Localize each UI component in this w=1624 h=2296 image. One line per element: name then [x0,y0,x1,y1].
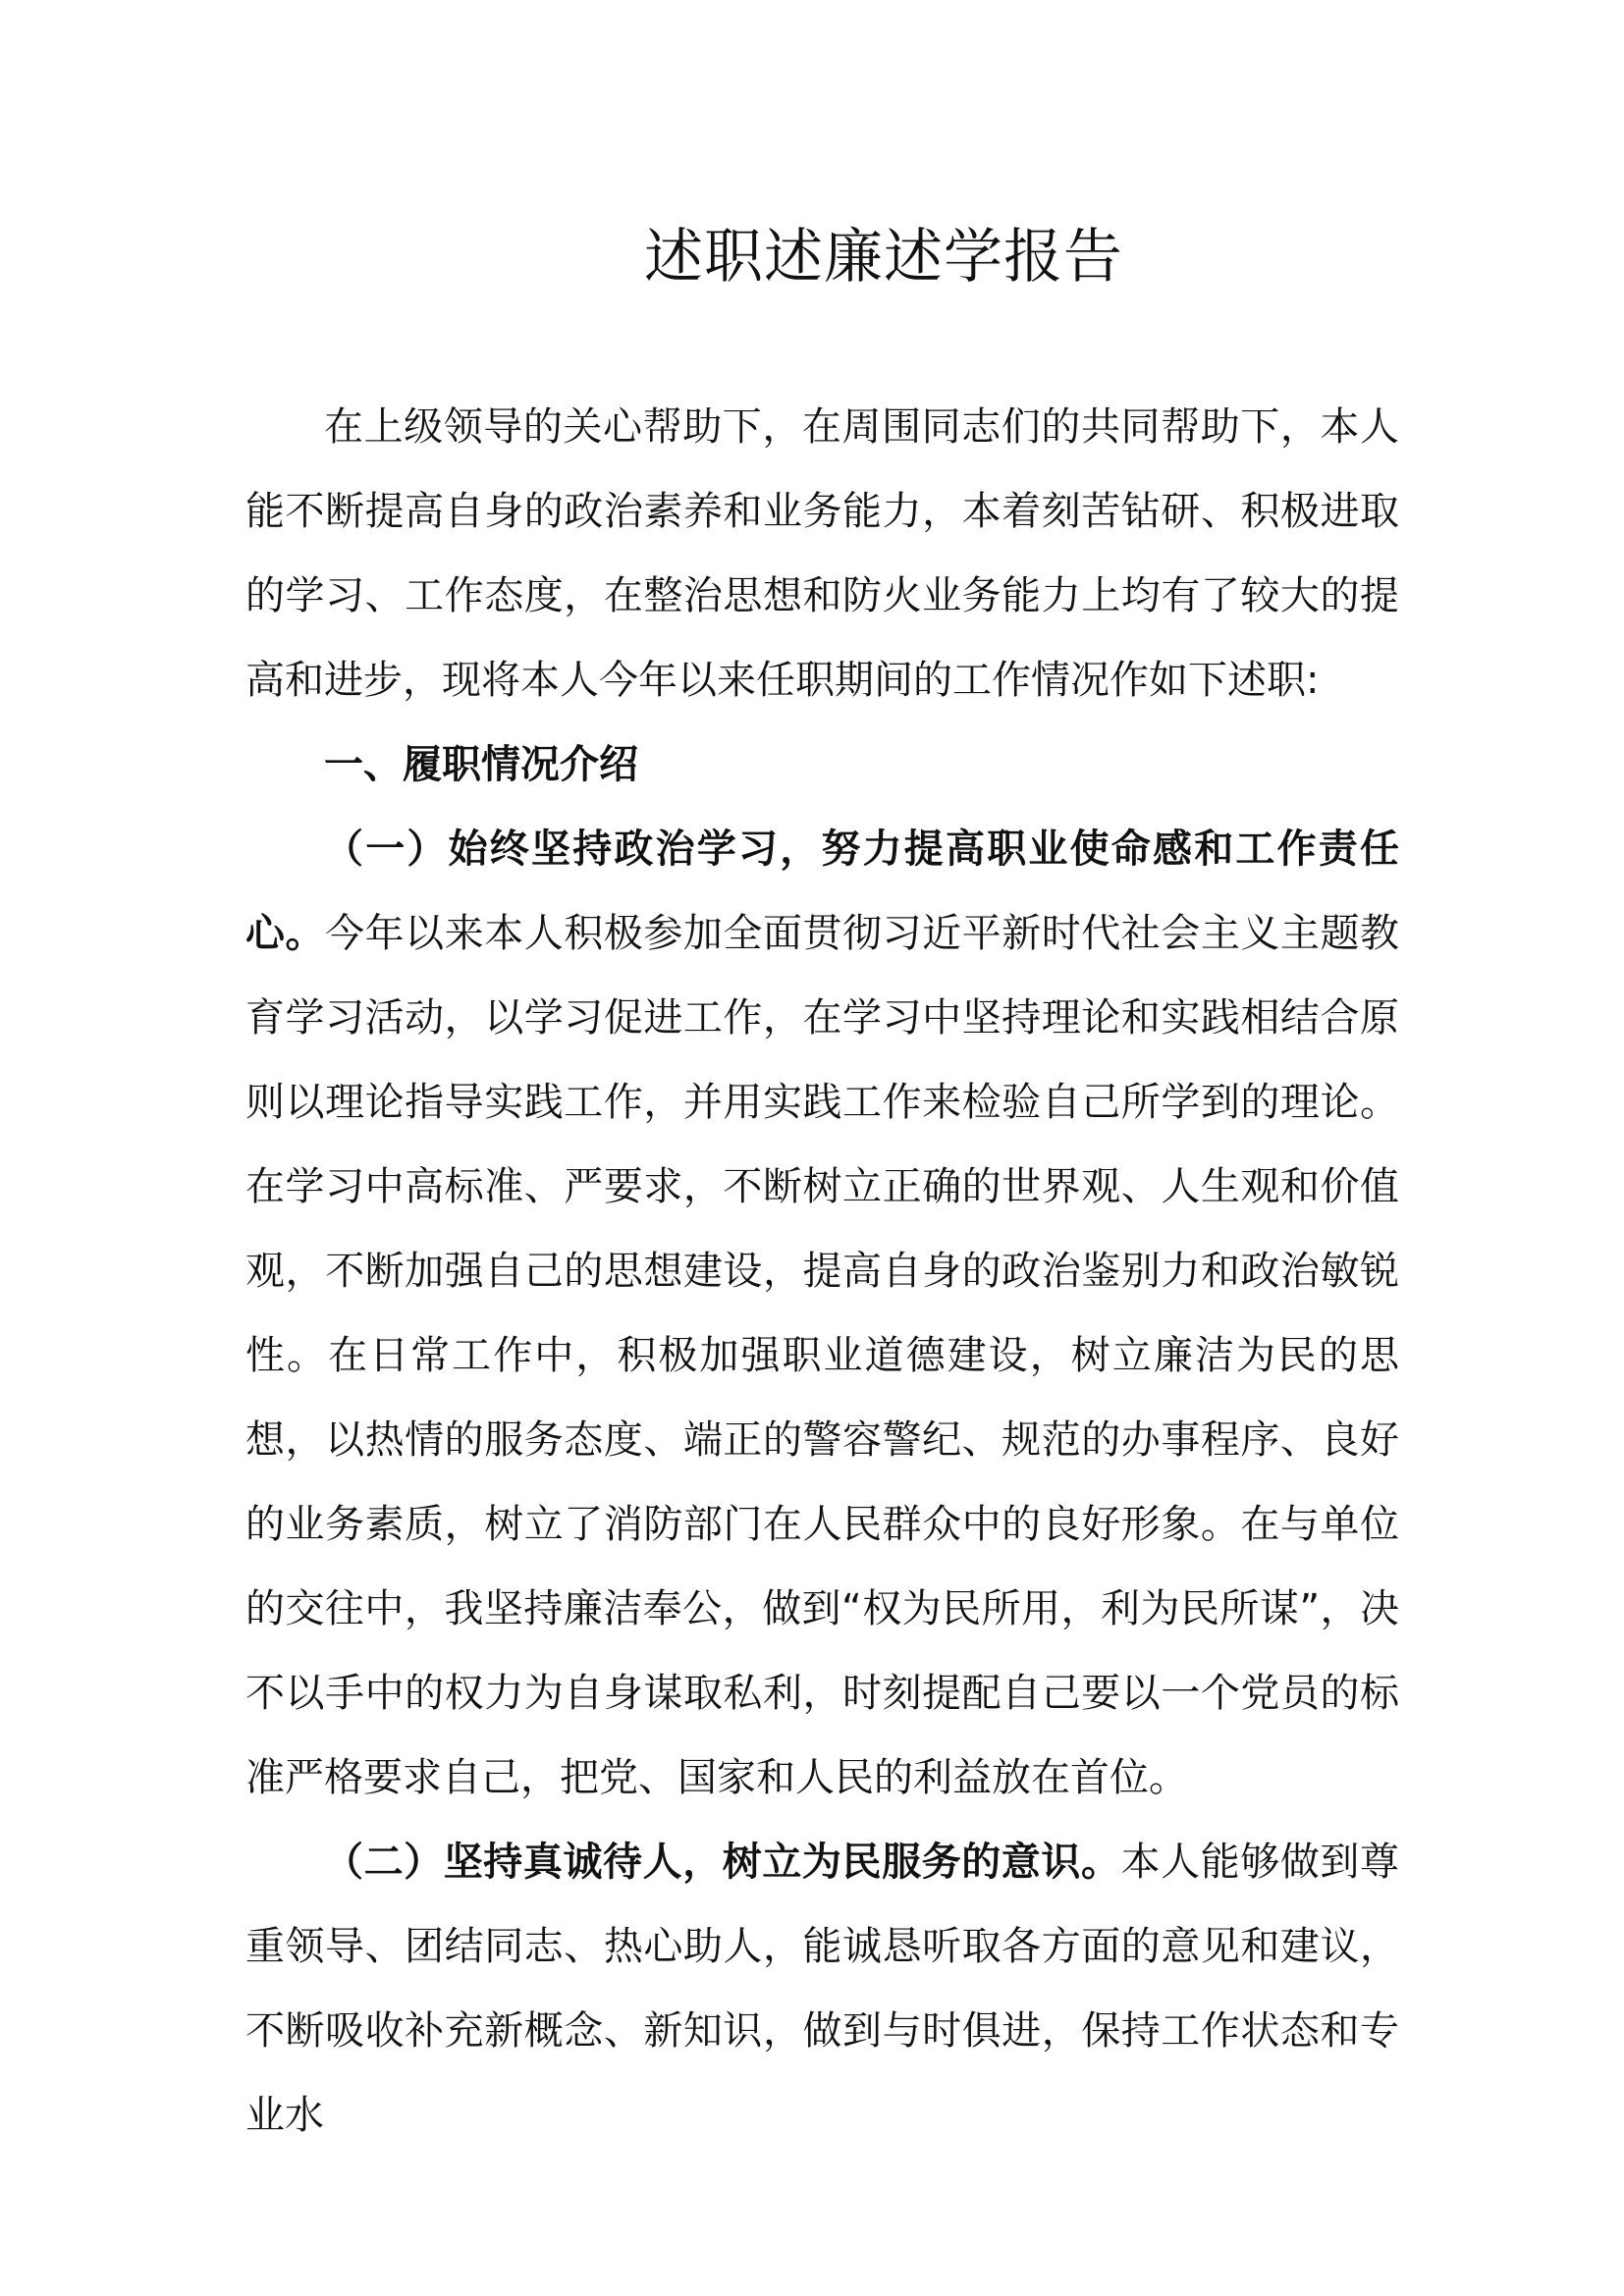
item-one-body: 今年以来本人积极参加全面贯彻习近平新时代社会主义主题教育学习活动，以学习促进工作，在学习中坚持理论和实践相结合原则以理论指导实践工作，并用实践工作来检验自己所学到的理论。在学习中高标准、严要求，不断树立正确的世界观、人生观和价值观，不断加强自己的思想建设，提高自身的政治鉴别力和政治敏锐性。在日常工作中，积极加强职业道德建设，树立廉洁为民的思想，以热情的服务态度、端正的警容警纪、规范的办事程序、良好的业务素质，树立了消防部门在人民群众中的良好形象。在与单位的交往中，我坚持廉洁奉公，做到“权为民所用，利为民所谋”，决不以手中的权力为自身谋取私利，时刻提配自己要以一个党员的标准严格要求自己，把党、国家和人民的利益放在首位。 [245,911,1400,1800]
item-two-paragraph [245,1820,1399,2158]
item-one-paragraph [245,807,1399,1820]
item-two-body: 本人能够做到尊重领导、团结同志、热心助人，能诚恳听取各方面的意见和建议，不断吸收补充新概念、新知识，做到与时俱进，保持工作状态和专业水 [245,1840,1400,2138]
item-one-lead: （一）始终坚持政治学习，努力提高职业使命感和工作责任心。 [245,827,1399,956]
section-heading: 一、履职情况介绍 [324,742,638,787]
document-title: 述职述廉述学报告 [644,223,1123,292]
item-two-lead: （二）坚持真诚待人，树立为民服务的意识。 [324,1840,1121,1885]
document-body [245,385,1399,2158]
intro-paragraph: 在上级领导的关心帮助下，在周围同志们的共同帮助下，本人能不断提高自身的政治素养和业务能力，本着刻苦钻研、积极进取的学习、工作态度，在整治思想和防火业务能力上均有了较大的提高和进步，现将本人今年以来任职期间的工作情况作如下述职: [245,404,1399,703]
